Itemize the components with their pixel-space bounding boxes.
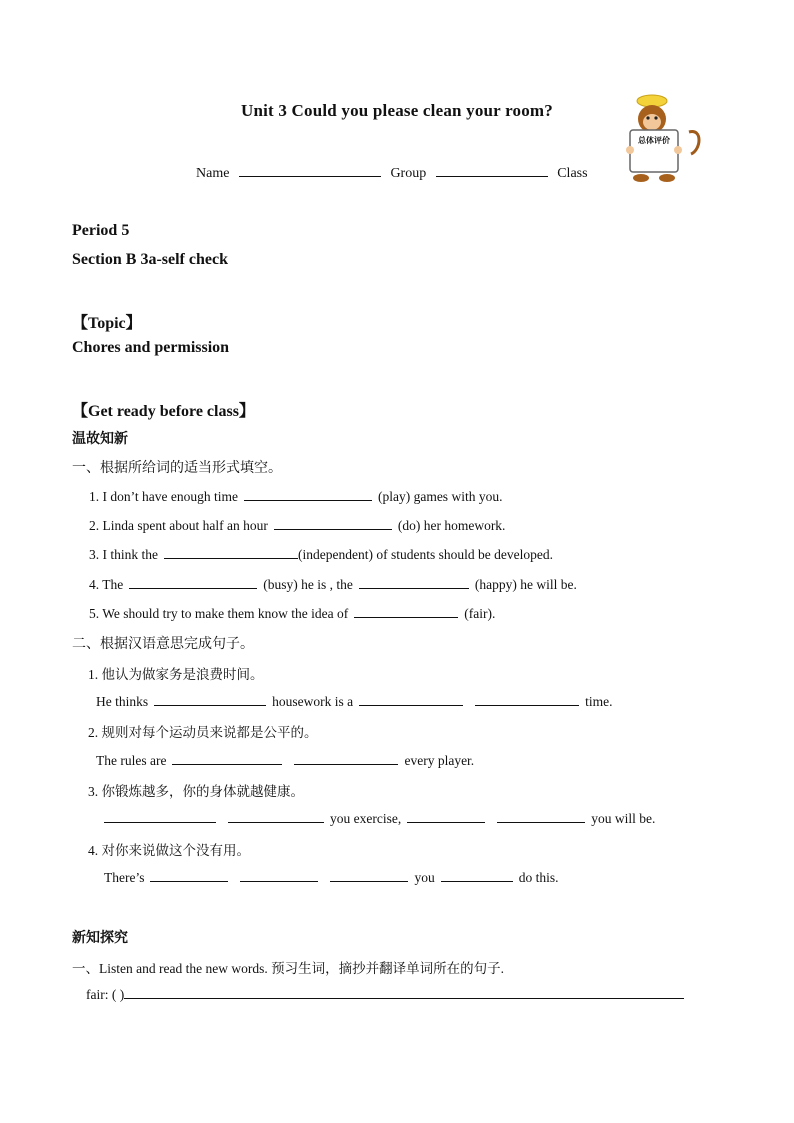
name-blank[interactable] (239, 164, 381, 177)
sentence-blank[interactable] (124, 986, 684, 999)
part3-instruction: 一、Listen and read the new words. 预习生词，摘抄并翻译单词所在的句子. (72, 961, 504, 976)
new-knowledge-title: 新知探究 (72, 930, 128, 946)
part2-item-3-cn: 3. 你锻炼越多，你的身体就越健康。 (88, 784, 304, 799)
fair-word-line (86, 986, 690, 1003)
answer-blank[interactable] (150, 869, 228, 882)
part2-item-2-cn: 2. 规则对每个运动员来说都是公平的。 (88, 725, 318, 740)
page-title: Unit 3 Could you please clean your room? (241, 101, 553, 120)
monkey-mascot-icon (617, 92, 703, 184)
class-label: Class (557, 166, 588, 181)
answer-blank[interactable] (274, 517, 392, 530)
answer-blank[interactable] (407, 810, 485, 823)
topic-heading: 【Topic】 (72, 315, 142, 332)
ready-heading: 【Get ready before class】 (72, 403, 255, 420)
section-heading: Section B 3a-self check (72, 251, 228, 268)
period-heading: Period 5 (72, 222, 130, 239)
part2-item-4-cn: 4. 对你来说做这个没有用。 (88, 843, 250, 858)
answer-blank[interactable] (497, 810, 585, 823)
review-title: 温故知新 (72, 431, 128, 447)
answer-blank[interactable] (244, 488, 372, 501)
part2-item-4-en: There’s you do this. (104, 870, 559, 885)
answer-blank[interactable] (104, 810, 216, 823)
topic-text: Chores and permission (72, 339, 230, 356)
part2-item-1-cn: 1. 他认为做家务是浪费时间。 (88, 667, 264, 682)
answer-blank[interactable] (129, 576, 257, 589)
group-label: Group (390, 166, 427, 181)
part1-item-5: 5. We should try to make them know the idea of (fair). (89, 606, 496, 621)
part2-item-2-en: The rules are every player. (96, 753, 475, 768)
part2-item-1-en: He thinks housework is a time. (96, 694, 613, 709)
answer-blank[interactable] (359, 693, 463, 706)
name-label: Name (196, 166, 230, 181)
answer-blank[interactable] (228, 810, 324, 823)
part2-item-3-en: you exercise, you will be. (98, 810, 655, 827)
answer-blank[interactable] (475, 693, 579, 706)
part1-item-4: 4. The (busy) he is , the (happy) he will be. (89, 577, 577, 592)
answer-blank[interactable] (240, 869, 318, 882)
group-blank[interactable] (436, 164, 548, 177)
part1-item-3: 3. I think the (independent) of students should be developed. (89, 547, 553, 562)
part1-instruction: 一、根据所给词的适当形式填空。 (72, 460, 282, 476)
answer-blank[interactable] (294, 752, 398, 765)
answer-blank[interactable] (354, 605, 458, 618)
fair-word: fair: ( ) (86, 987, 125, 1002)
answer-blank[interactable] (330, 869, 408, 882)
answer-blank[interactable] (359, 576, 469, 589)
part1-item-1: 1. I don’t have enough time (play) games with you. (89, 489, 503, 504)
answer-blank[interactable] (172, 752, 282, 765)
answer-blank[interactable] (441, 869, 513, 882)
part2-instruction: 二、根据汉语意思完成句子。 (72, 636, 254, 652)
badge-label: 总体评价 (638, 136, 670, 145)
answer-blank[interactable] (164, 546, 298, 559)
answer-blank[interactable] (154, 693, 266, 706)
student-info-line (196, 164, 588, 182)
part1-item-2: 2. Linda spent about half an hour (do) her homework. (89, 518, 506, 533)
